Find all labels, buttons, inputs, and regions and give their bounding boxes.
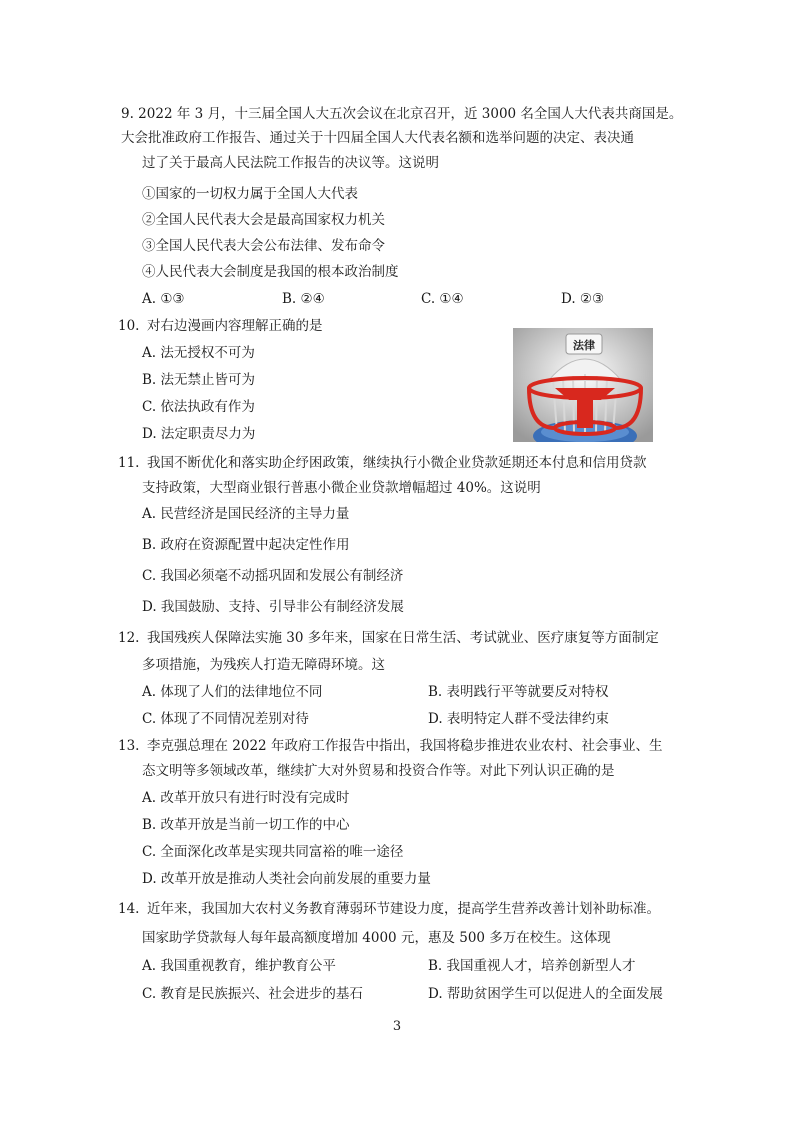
question-14-option-a[interactable]: A. 我国重视教育，维护教育公平 xyxy=(142,958,336,974)
question-11-option-c[interactable]: C. 我国必须毫不动摇巩固和发展公有制经济 xyxy=(142,568,404,584)
question-11-number: 11. xyxy=(118,455,140,471)
question-13-option-c[interactable]: C. 全面深化改革是实现共同富裕的唯一途径 xyxy=(142,844,404,860)
question-14-number: 14. xyxy=(118,901,140,917)
question-10-number: 10. xyxy=(118,318,140,334)
question-9-option-c[interactable]: C. ①④ xyxy=(421,291,464,307)
question-13-option-d[interactable]: D. 改革开放是推动人类社会向前发展的重要力量 xyxy=(142,871,431,887)
question-12-option-a[interactable]: A. 体现了人们的法律地位不同 xyxy=(142,684,323,700)
cartoon-law-label: 法律 xyxy=(573,339,595,352)
question-12-option-b[interactable]: B. 表明践行平等就要反对特权 xyxy=(428,684,609,700)
question-14-stem-line-2: 国家助学贷款每人每年最高额度增加 4000 元，惠及 500 多万在校生。这体现 xyxy=(142,930,611,946)
question-10-option-b[interactable]: B. 法无禁止皆可为 xyxy=(142,372,256,388)
question-13-stem-line-1: 李克强总理在 2022 年政府工作报告中指出，我国将稳步推进农业农村、社会事业、生 xyxy=(147,738,663,754)
question-10-option-a[interactable]: A. 法无授权不可为 xyxy=(142,345,255,361)
question-11-stem-line-2: 支持政策，大型商业银行普惠小微企业贷款增幅超过 40%。这说明 xyxy=(142,480,541,496)
question-12-option-d[interactable]: D. 表明特定人群不受法律约束 xyxy=(428,711,609,727)
question-9-option-b[interactable]: B. ②④ xyxy=(282,291,325,307)
question-11-option-a[interactable]: A. 民营经济是国民经济的主导力量 xyxy=(142,506,350,522)
question-12-option-c[interactable]: C. 体现了不同情况差别对待 xyxy=(142,711,309,727)
question-9-option-a[interactable]: A. ①③ xyxy=(142,291,185,307)
question-9-stem-line-1: 9. 2022 年 3 月，十三届全国人大五次会议在北京召开，近 3000 名全国人大代表共商国是。 xyxy=(121,106,683,122)
question-14-option-b[interactable]: B. 我国重视人才，培养创新型人才 xyxy=(428,958,636,974)
question-9-statement-1: ①国家的一切权力属于全国人大代表 xyxy=(142,186,358,202)
question-10-option-c[interactable]: C. 依法执政有作为 xyxy=(142,399,255,415)
question-13-stem-line-2: 态文明等多领域改革，继续扩大对外贸易和投资合作等。对此下列认识正确的是 xyxy=(142,763,615,779)
question-10-option-d[interactable]: D. 法定职责尽力为 xyxy=(142,426,256,442)
question-9-statement-2: ②全国人民代表大会是最高国家权力机关 xyxy=(142,212,385,228)
question-14-stem-line-1: 近年来，我国加大农村义务教育薄弱环节建设力度，提高学生营养改善计划补助标准。 xyxy=(147,901,660,917)
question-9-stem-line-2: 大会批准政府工作报告、通过关于十四届全国人大代表名额和选举问题的决定、表决通 xyxy=(121,130,634,146)
law-cage-cartoon xyxy=(513,328,653,442)
question-9-statement-4: ④人民代表大会制度是我国的根本政治制度 xyxy=(142,264,399,280)
question-9-stem-line-3: 过了关于最高人民法院工作报告的决议等。这说明 xyxy=(142,155,439,171)
question-9-option-d[interactable]: D. ②③ xyxy=(561,291,605,307)
question-12-stem-line-2: 多项措施，为残疾人打造无障碍环境。这 xyxy=(142,657,385,673)
question-14-option-d[interactable]: D. 帮助贫困学生可以促进人的全面发展 xyxy=(428,986,663,1002)
law-cage-cartoon-image xyxy=(513,328,653,442)
question-11-option-d[interactable]: D. 我国鼓励、支持、引导非公有制经济发展 xyxy=(142,599,404,615)
page-number: 3 xyxy=(392,1019,402,1034)
question-12-number: 12. xyxy=(118,630,140,646)
question-13-option-a[interactable]: A. 改革开放只有进行时没有完成时 xyxy=(142,790,350,806)
question-9-statement-3: ③全国人民代表大会公布法律、发布命令 xyxy=(142,238,385,254)
question-10-stem: 对右边漫画内容理解正确的是 xyxy=(147,318,323,334)
question-13-number: 13. xyxy=(118,738,140,754)
question-11-option-b[interactable]: B. 政府在资源配置中起决定性作用 xyxy=(142,537,350,553)
question-11-stem-line-1: 我国不断优化和落实助企纾困政策，继续执行小微企业贷款延期还本付息和信用贷款 xyxy=(147,455,647,471)
question-13-option-b[interactable]: B. 改革开放是当前一切工作的中心 xyxy=(142,817,350,833)
question-14-option-c[interactable]: C. 教育是民族振兴、社会进步的基石 xyxy=(142,986,363,1002)
question-12-stem-line-1: 我国残疾人保障法实施 30 多年来，国家在日常生活、考试就业、医疗康复等方面制定 xyxy=(147,630,659,646)
